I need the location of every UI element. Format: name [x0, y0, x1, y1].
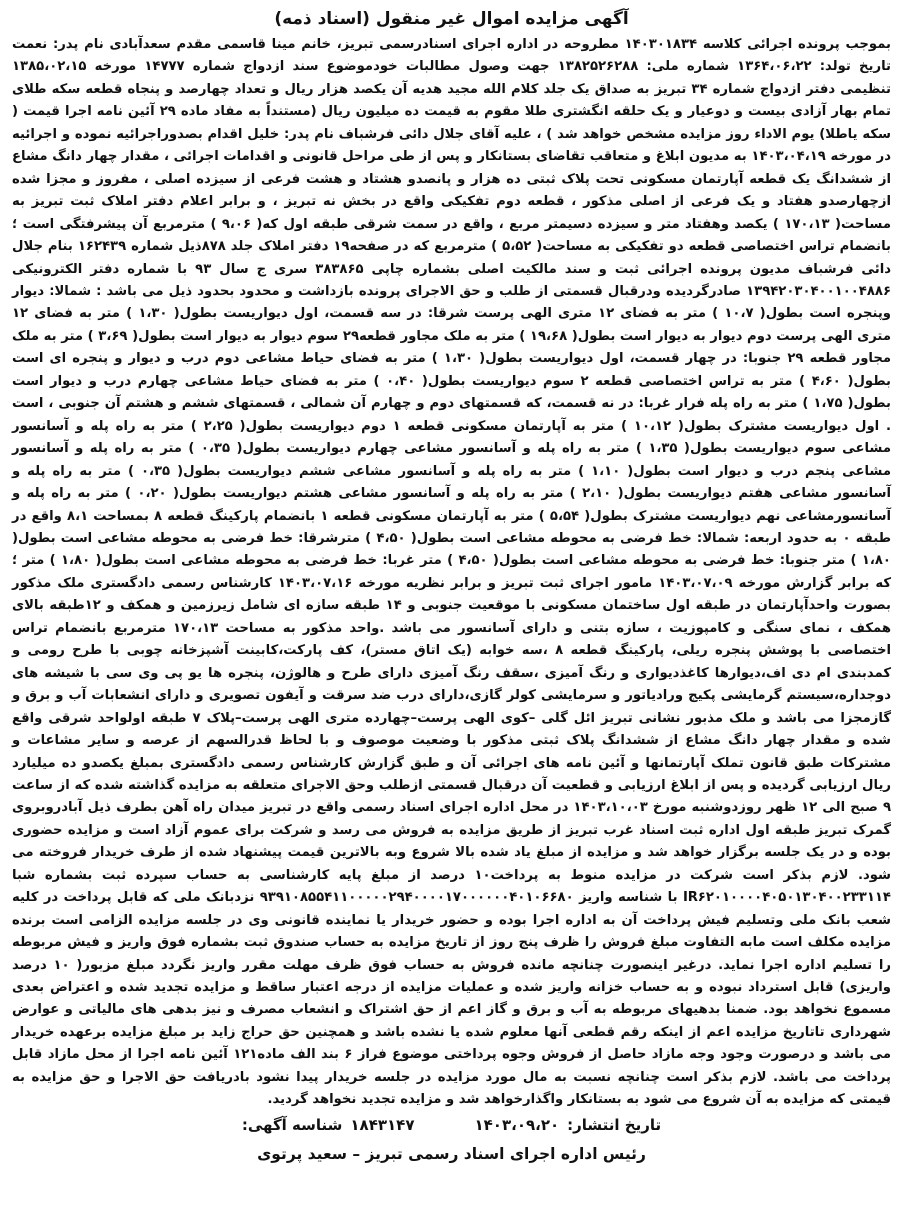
ad-id-value: ۱۸۴۳۱۴۷ — [350, 1115, 415, 1134]
publish-date-label: تاریخ انتشار: — [567, 1115, 662, 1134]
notice-title: آگهی مزایده اموال غیر منقول (اسناد ذمه) — [274, 9, 629, 29]
ad-id-label: شناسه آگهی: — [241, 1115, 343, 1134]
notice-body — [12, 34, 891, 1112]
publish-date-value: ۱۴۰۳،۰۹،۲۰ — [474, 1115, 560, 1134]
ad-id — [242, 1114, 415, 1136]
notice-body-text: بموجب پرونده اجرائی کلاسه ۱۴۰۳۰۱۸۳۴ مطروحه در اداره اجرای اسنادرسمی تبریز، خانم مینا قاسمی مقدم سعدآبادی نام پدر: نعمت تاریخ تولد: ۱۳۶۴،۰۶،۲۲ شماره ملی: ۱۳۸۲۵۲۶۲۸۸ جهت وصول مطالبات خودموضوع سند ازدواج شماره ۱۴۷۷۷ مورخه ۱۳۸۵،۰۲،۱۵ تنظیمی دفتر ازدواج شماره ۳۴ تبریز به صداق یک جلد کلام الله مجید هدیه آن یکصد هزار ریال و تعداد چهارصد و پنجاه قطعه سکه طلای تمام بهار آزادی بیست و دوعیار و یک حلقه انگشتری طلا مقوم به قیمت ده میلیون ریال (مستنداً به مفاد ماده ۲۹ آئین نامه اجرا قیمت ( سکه یاطلا) یوم الاداء روز مزایده مشخص خواهد شد ) ، علیه آقای جلال دائی فرشباف نام پدر: خلیل اقدام بصدوراجرائیه نموده و اجرائیه در مورخه ۱۴۰۳،۰۴،۱۹ به مدیون ابلاغ و متعاقب تقاضای بستانکار و پس از طی مراحل قانونی و اقدامات اجرائی ، مقدار چهار دانگ مشاع از ششدانگ یک قطعه آپارتمان مسکونی تحت پلاک ثبتی ده هزار و پانصدو هشتاد و هشت فرعی از سیزده اصلی ، مفروز و مجزا شده ازچهارصدو هفتاد و یک فرعی از اصلی مذکور ، قطعه دوم تفکیکی واقع در بخش نه تبریز ، و برابر اعلام دفتر املاک ثبت تبریز به مساحت( ۱۷۰،۱۳ ) یکصد وهفتاد متر و سیزده دسیمتر مربع ، واقع در سمت شرقی طبقه اول که( ۹،۰۶ ) مترمربع آن پیشرفتگی است ؛ بانضمام تراس اختصاصی قطعه دو تفکیکی به مساحت( ۵،۵۲ ) مترمربع که در صفحه۱۹ دفتر املاک جلد ۸۷۸ذیل شماره ۱۶۲۴۳۹ بنام جلال دائی فرشباف مدیون پرونده اجرائی ثبت و سند مالکیت اصلی بشماره چاپی ۳۸۳۸۶۵ سری ج سال ۹۳ با شماره دفتر الکترونیکی ۱۳۹۴۲۰۳۰۴۰۰۱۰۰۴۸۸۶ صادرگردیده ودرقبال قسمتی از طلب و حق الاجرای پرونده بازداشت و محدود بحدود ذیل می باشد : شمالا: دیوار وپنجره است بطول( ۱۰،۷ ) متر به فضای ۱۲ متری الهی پرست شرقا: در سه قسمت، اول دیواریست بطول( ۱،۳۰ ) متر به فضای ۱۲ متری الهی پرست دوم دیوار به دیوار است بطول( ۱۹،۶۸ ) متر به ملک مجاور قطعه۲۹ سوم دیوار به دیوار است بطول( ۳،۶۹ ) متر به ملک مجاور قطعه ۲۹ جنوبا: در چهار قسمت، اول دیواریست بطول( ۱،۳۰ ) متر به فضای حیاط مشاعی دوم درب و دیوار و پنجره ای است بطول( ۴،۶۰ ) متر به تراس اختصاصی قطعه ۲ سوم دیواریست بطول( ۰،۴۰ ) متر به فضای حیاط مشاعی چهارم درب و دیوار است بطول( ۱،۷۵ ) متر به راه پله فرار غربا: در نه قسمت، که قسمتهای دوم و چهارم آن شمالی ، قسمتهای ششم و هشتم آن جنوبی ، است . اول دیواریست مشترک بطول( ۱۰،۱۲ ) متر به آپارتمان مسکونی قطعه ۱ دوم دیواریست بطول( ۲،۲۵ ) متر به راه پله و آسانسور مشاعی سوم دیواریست بطول( ۱،۳۵ ) متر به راه پله و آسانسور مشاعی چهارم دیواریست بطول( ۰،۳۵ ) متر به راه پله و آسانسور مشاعی پنجم درب و دیوار است بطول( ۱،۱۰ ) متر به راه پله و آسانسور مشاعی ششم دیواریست بطول( ۰،۳۵ ) متر به راه پله و آسانسور مشاعی هفتم دیواریست بطول( ۲،۱۰ ) متر به راه پله و آسانسور مشاعی هشتم دیواریست بطول( ۰،۲۰ ) متر به راه پله و آسانسورمشاعی نهم دیواریست مشترک بطول( ۵،۵۴ ) متر به آپارتمان مسکونی قطعه ۱ بانضمام پارکینگ قطعه ۸ بمساحت ۸،۱ واقع در طبقه ۰ به حدود اربعه: شمالا: خط فرضی به محوطه مشاعی است بطول( ۴،۵۰ ) مترشرقا: خط فرضی به محوطه مشاعی است بطول( ۱،۸۰ ) متر جنوبا: خط فرضی به محوطه مشاعی است بطول( ۴،۵۰ ) متر غربا: خط فرضی به محوطه مشاعی است بطول( ۱،۸۰ ) متر ؛ که برابر گزارش مورخه ۱۴۰۳،۰۷،۰۹ مامور اجرای ثبت تبریز و برابر نظریه مورخه ۱۴۰۳،۰۷،۱۶ کارشناس رسمی دادگستری ملک مذکور بصورت واحدآپارتمان در طبقه اول ساختمان مسکونی با موقعیت جنوبی و ۱۴ طبقه سازه ای شامل زیرزمین و همکف و ۱۲طبقه بالای همکف ، نمای سنگی و کامپوزیت ، سازه بتنی و دارای آسانسور می باشد .واحد مذکور به مساحت ۱۷۰،۱۳ مترمربع بانضمام تراس اختصاصی با پوشش پنجره ریلی، پارکینگ قطعه ۸ ،سه خوابه (یک اتاق مستر)، کف پارکت،کابینت آشپزخانه چوبی با طرح رومی و کمدبندی ام دی اف،دیوارها کاغذدیواری و رنگ آمیزی ،سقف رنگ آمیزی دارای طرح و هالوژن، پنجره ها یو پی وی سی با شیشه های دوجداره،سیستم گرمایشی پکیج ورادیاتور و سرمایشی کولر گازی،دارای درب ضد سرقت و آیفون تصویری و دارای انشعابات آب و برق و گازمجزا می باشد و ملک مذبور نشانی تبریز ائل گلی –کوی الهی پرست–چهارده متری الهی پرست–پلاک ۷ طبقه اولواحد شرقی واقع شده و مقدار چهار دانگ مشاع از ششدانگ پلاک ثبتی مذکور با وضعیت موصوف و با لحاظ قدرالسهم از عرصه و سایر مشاعات و مشترکات طبق قانون تملک آپارتمانها و آئین نامه های اجرائی آن و طبق گزارش کارشناس رسمی دادگستری بمبلغ یکصدو ده میلیارد ریال ارزیابی گردیده و پس از ابلاغ ارزیابی و قطعیت آن درقبال قسمتی ازطلب وحق الاجرای متعلقه به مزایده گذاشته شده که از ساعت ۹ صبح الی ۱۲ ظهر روزدوشنبه مورخ ۱۴۰۳،۱۰،۰۳ در محل اداره اجرای اسناد رسمی واقع در تبریز میدان راه آهن بطرف ذیل آبادروبروی گمرک تبریز طبقه اول اداره ثبت اسناد غرب تبریز از طریق مزایده به فروش می رسد و شرکت برای عموم آزاد است و مزایده حضوری بوده و در یک جلسه برگزار خواهد شد و مزایده از مبلغ یاد شده بالا شروع وبه بالاترین قیمت پیشنهاد شده از طرف خریدار فروخته می شود. لازم بذکر است شرکت در مزایده منوط به پرداخت۱۰ درصد از مبلغ پایه کارشناسی به حساب سپرده ثبت بشماره شبا IR۶۲۰۱۰۰۰۰۴۰۵۰۱۳۰۴۰۰۲۳۳۱۱۴ با شناسه واریز ۹۳۹۱۰۸۵۵۴۱۱۰۰۰۰۰۲۹۴۰۰۰۰۱۷۰۰۰۰۰۰۴۰۱۰۶۶۸۰ نزدبانک ملی که قابل پرداخت در کلیه شعب بانک ملی وتسلیم فیش پرداخت آن به اداره اجرا بوده و حضور خریدار یا نماینده قانونی وی در جلسه مزایده الزامی است برنده مزایده مکلف است مابه التفاوت مبلغ فروش را ظرف پنج روز از تاریخ مزایده به حساب صندوق ثبت بشماره فوق واریز و فیش مربوطه را تسلیم اداره اجرا نماید. درغیر اینصورت چنانچه مانده فروش به حساب فوق ظرف مهلت مقرر واریز نگردد مبلغ مزبور( ۱۰ درصد واریزی) قابل استرداد نبوده و به حساب خزانه واریز شده و عملیات مزایده از درجه اعتبار ساقط و مزایده تجدید شده و اعتراض بعدی مسموع نخواهد بود. ضمنا بدهیهای مربوطه به آب و برق و گاز اعم از حق اشتراک و انشعاب مصرف و نیز بدهی های مالیاتی و عوارض شهرداری تاتاریخ مزایده اعم از اینکه رقم قطعی آنها معلوم شده یا نشده باشد و همچنین حق حراج زاید بر مبلغ مزایده برعهده خریدار می باشد و درصورت وجود وجه مازاد حاصل از فروش وجوه پرداختی موضوع فراز ۶ بند الف ماده۱۲۱ آئین نامه اجرا از محل مازاد قابل پرداخت می باشد. لازم بذکر است چنانچه نسبت به مال مورد مزایده در جلسه خریدار پیدا نشود بادریافت حق الاجرا و حق مزایده به قیمتی که مزایده به آن شروع می شود به بستانکار واگذارخواهد شد و مزایده تجدید نخواهد گردید. — [12, 37, 892, 1108]
notice-meta — [12, 1114, 891, 1136]
signer: رئیس اداره اجرای اسناد رسمی تبریز – سعید پرتوی — [257, 1144, 646, 1163]
publish-date — [475, 1114, 662, 1136]
